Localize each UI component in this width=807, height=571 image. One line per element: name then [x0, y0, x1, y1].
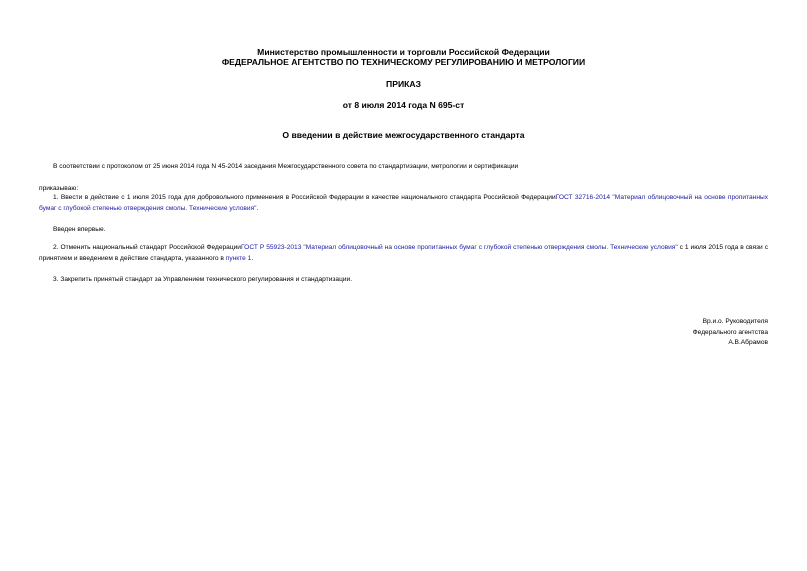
- signatory-position: Вр.и.о. Руководителя: [702, 318, 768, 325]
- order-item-1-end: .: [256, 204, 259, 212]
- order-item-2-end: .: [251, 254, 254, 262]
- first-introduced-note: Введен впервые.: [53, 226, 106, 233]
- signatory-organization: Федерального агентства: [692, 329, 768, 336]
- gost-r-55923-link[interactable]: ГОСТ Р 55923-2013 "Материал облицовочный на основе пропитанных бумаг с глубокой степенью отверждения смолы. Технические условия": [240, 244, 678, 251]
- order-word: приказываю:: [39, 185, 79, 192]
- order-item-2-text: 2. Отменить национальный стандарт Российской Федерации: [53, 244, 241, 251]
- signatory-name: А.В.Абрамов: [728, 339, 768, 346]
- gost-32716-link[interactable]: ГОСТ 32716-2014 "Материал облицовочный на основе пропитанных бумаг с глубокой степенью отверждения смолы. Технические условия": [39, 194, 769, 212]
- item-1-reference-link[interactable]: пункте 1: [225, 254, 252, 262]
- preamble-text: В соответствии с протоколом от 25 июня 2014 года N 45-2014 заседания Межгосударственного совета по стандартизации, метрологии и сертификации: [53, 163, 519, 170]
- ministry-name: Министерство промышленности и торговли Российской Федерации: [257, 47, 550, 57]
- document-date-number: от 8 июля 2014 года N 695-ст: [342, 100, 465, 110]
- order-item-3: 3. Закрепить принятый стандарт за Управлением технического регулирования и стандартизации.: [53, 276, 353, 283]
- order-item-1-text: 1. Ввести в действие с 1 июля 2015 года для добровольного применения в Российской Федерации в качестве национального стандарта Российской Федерации: [53, 194, 556, 201]
- order-item-2-middle: с 1 июля 2015 года в связи с принятием и введением в действие стандарта, указанного в: [39, 244, 768, 262]
- document-type: ПРИКАЗ: [386, 79, 421, 89]
- document-title: О введении в действие межгосударственного стандарта: [282, 130, 525, 140]
- order-item-1: [39, 193, 768, 214]
- agency-name: ФЕДЕРАЛЬНОЕ АГЕНТСТВО ПО ТЕХНИЧЕСКОМУ РЕГУЛИРОВАНИЮ И МЕТРОЛОГИИ: [221, 57, 586, 67]
- order-item-2: [39, 243, 768, 264]
